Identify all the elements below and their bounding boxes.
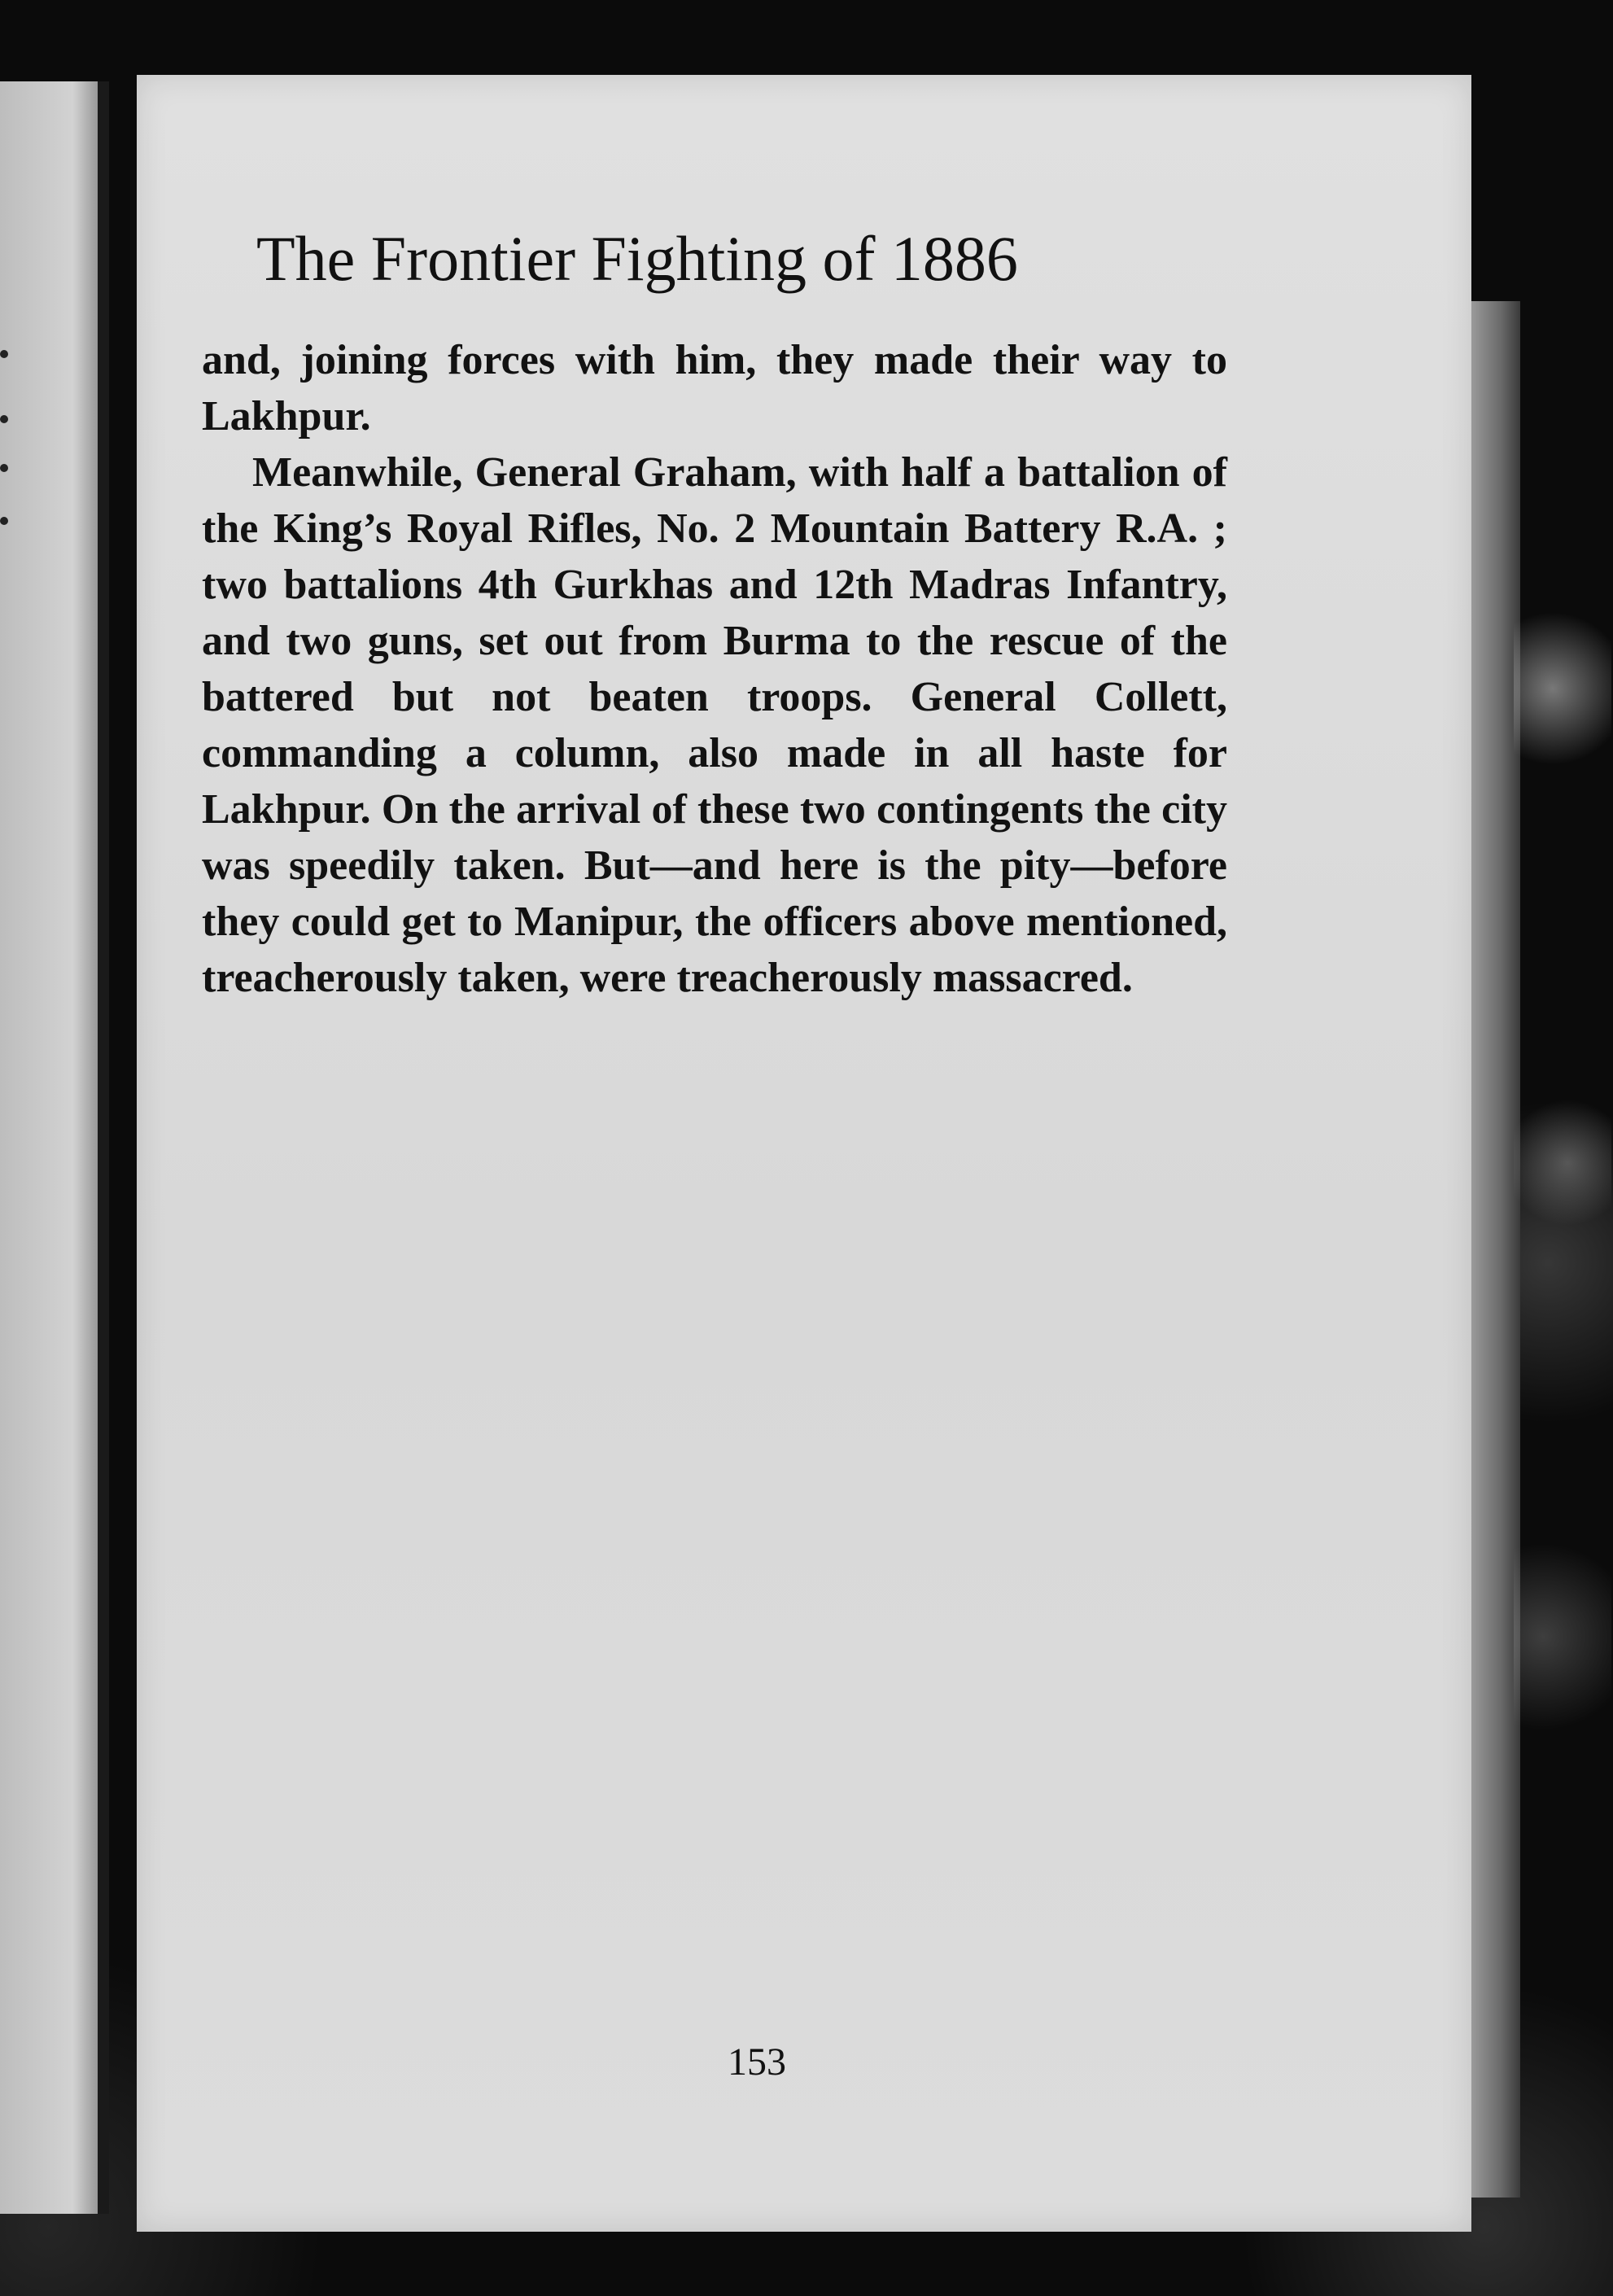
page-block-edge: [1471, 301, 1520, 2198]
gutter-mark: [0, 464, 8, 472]
running-head: The Frontier Fighting of 1886: [256, 223, 1018, 294]
paragraph-continued: and, joining forces with him, they made their way to Lakhpur.: [202, 337, 1227, 440]
gutter-mark: [0, 350, 8, 358]
paragraph: Meanwhile, General Graham, with half a battalion of the King’s Royal Rifles, No. 2 Mountain Battery R.A. ; two battalions 4th Gurkhas and 12th Madras Infantry, and two guns, set out from Burma to the rescue of the battered but not beaten troops. General Collett, commanding a column, also made in all haste for Lakhpur. On the arrival of these two contingents the city was speedily taken. But—and here is the pity—before they could get to Manipur, the officers above mentioned, treacherously taken, were treacherously massacred.: [202, 449, 1227, 1001]
previous-page-edge: [0, 81, 104, 2214]
gutter-mark: [0, 415, 8, 423]
scan-noise: [1514, 309, 1611, 2206]
page-number: 153: [728, 2040, 786, 2084]
page-body: [202, 332, 1227, 1006]
gutter-mark: [0, 517, 8, 525]
book-gutter: [98, 81, 109, 2214]
